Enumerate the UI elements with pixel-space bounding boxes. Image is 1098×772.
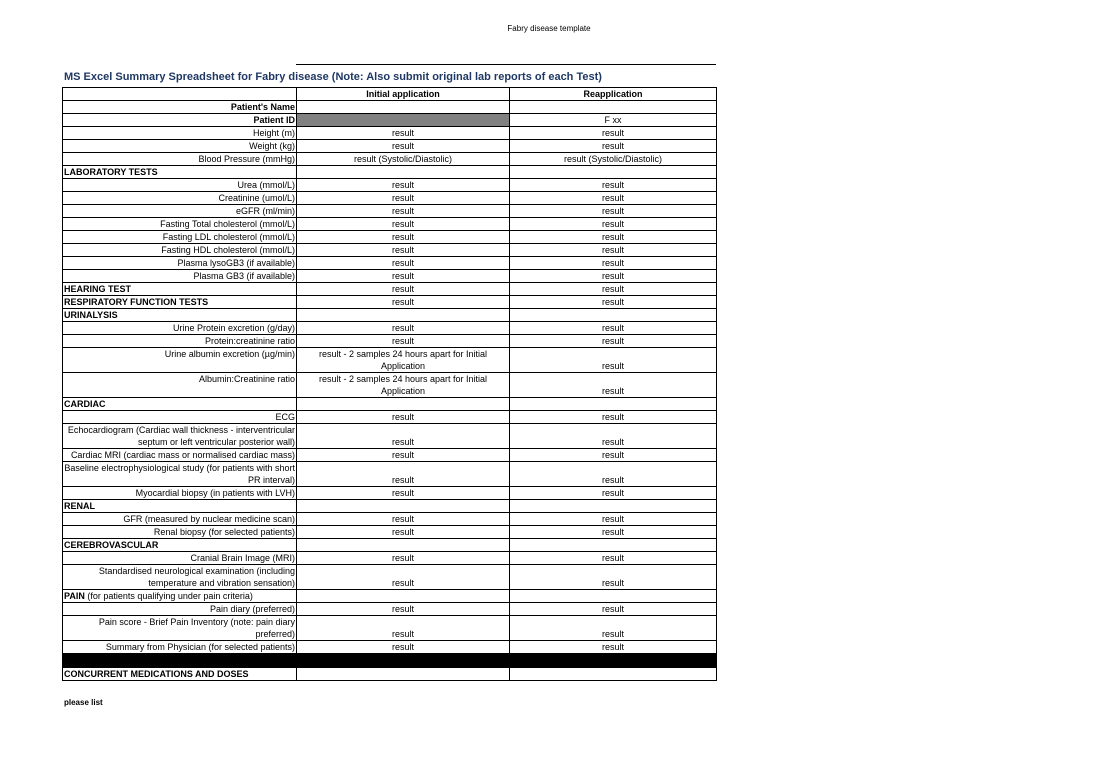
cell-reapplication[interactable]: result xyxy=(510,641,717,654)
cell-reapplication[interactable]: result xyxy=(510,140,717,153)
page-header: Fabry disease template xyxy=(507,24,591,33)
row-label[interactable]: GFR (measured by nuclear medicine scan) xyxy=(63,513,297,526)
cell-initial[interactable]: result xyxy=(297,270,510,283)
cell-reapplication[interactable]: result xyxy=(510,205,717,218)
section-header[interactable]: CEREBROVASCULAR xyxy=(63,539,297,552)
table-row xyxy=(63,500,717,513)
cell-reapplication[interactable]: result xyxy=(510,335,717,348)
row-label[interactable]: Creatinine (umol/L) xyxy=(63,192,297,205)
footer-note: please list xyxy=(64,698,103,707)
row-label[interactable]: Cardiac MRI (cardiac mass or normalised cardiac mass) xyxy=(63,449,297,462)
cell-reapplication[interactable]: result xyxy=(510,231,717,244)
table-row xyxy=(63,270,717,283)
row-label[interactable]: Standardised neurological examination (including temperature and vibration sensation) xyxy=(63,565,297,590)
cell-initial[interactable]: result xyxy=(297,192,510,205)
cell-initial[interactable] xyxy=(297,668,510,681)
cell-initial[interactable] xyxy=(297,166,510,179)
row-label[interactable]: Pain score - Brief Pain Inventory (note: pain diary preferred) xyxy=(63,616,297,641)
row-label[interactable]: eGFR (ml/min) xyxy=(63,205,297,218)
section-header[interactable]: HEARING TEST xyxy=(63,283,297,296)
section-header[interactable]: LABORATORY TESTS xyxy=(63,166,297,179)
table-row xyxy=(63,140,717,153)
table-row xyxy=(63,513,717,526)
cell-reapplication[interactable]: result xyxy=(510,513,717,526)
cell-initial[interactable] xyxy=(297,539,510,552)
cell-reapplication[interactable]: result (Systolic/Diastolic) xyxy=(510,153,717,166)
row-label[interactable]: ECG xyxy=(63,411,297,424)
table-row xyxy=(63,603,717,616)
cell-reapplication[interactable] xyxy=(510,590,717,603)
table-row xyxy=(63,192,717,205)
cell-initial[interactable]: result xyxy=(297,283,510,296)
table-row xyxy=(63,462,717,487)
top-border-line xyxy=(296,64,716,65)
cell-reapplication[interactable]: result xyxy=(510,526,717,539)
table-row xyxy=(63,309,717,322)
cell-initial[interactable] xyxy=(297,398,510,411)
row-label[interactable]: Fasting LDL cholesterol (mmol/L) xyxy=(63,231,297,244)
table-row xyxy=(63,668,717,681)
separator-cell xyxy=(510,654,717,668)
cell-initial[interactable]: result - 2 samples 24 hours apart for Initial Application xyxy=(297,348,510,373)
cell-initial[interactable]: result - 2 samples 24 hours apart for Initial Application xyxy=(297,373,510,398)
cell-initial[interactable] xyxy=(297,114,510,127)
cell-reapplication[interactable]: result xyxy=(510,192,717,205)
cell-initial[interactable]: result xyxy=(297,449,510,462)
table-row xyxy=(63,590,717,603)
cell-initial[interactable]: result xyxy=(297,411,510,424)
cell-reapplication[interactable]: result xyxy=(510,348,717,373)
cell-reapplication[interactable]: F xx xyxy=(510,114,717,127)
column-header-initial[interactable]: Initial application xyxy=(297,88,510,101)
table-row xyxy=(63,205,717,218)
row-label[interactable]: Myocardial biopsy (in patients with LVH) xyxy=(63,487,297,500)
cell-reapplication[interactable]: result xyxy=(510,552,717,565)
cell-initial[interactable]: result (Systolic/Diastolic) xyxy=(297,153,510,166)
table-row xyxy=(63,218,717,231)
row-label[interactable]: Cranial Brain Image (MRI) xyxy=(63,552,297,565)
cell-reapplication[interactable]: result xyxy=(510,616,717,641)
cell-reapplication[interactable]: result xyxy=(510,283,717,296)
cell-initial[interactable]: result xyxy=(297,179,510,192)
cell-reapplication[interactable] xyxy=(510,500,717,513)
cell-reapplication[interactable]: result xyxy=(510,565,717,590)
cell-reapplication[interactable]: result xyxy=(510,257,717,270)
row-label[interactable]: Plasma GB3 (if available) xyxy=(63,270,297,283)
cell-initial[interactable]: result xyxy=(297,335,510,348)
cell-reapplication[interactable] xyxy=(510,398,717,411)
table-row xyxy=(63,487,717,500)
row-label[interactable]: Echocardiogram (Cardiac wall thickness - interventricular septum or left ventricular posterior wall) xyxy=(63,424,297,449)
pain-section-note: (for patients qualifying under pain criteria) xyxy=(84,591,253,601)
cell-initial[interactable]: result xyxy=(297,603,510,616)
table-row xyxy=(63,616,717,641)
cell-initial[interactable]: result xyxy=(297,140,510,153)
cell-initial[interactable]: result xyxy=(297,616,510,641)
cell-reapplication[interactable]: result xyxy=(510,322,717,335)
row-label[interactable]: Protein:creatinine ratio xyxy=(63,335,297,348)
section-header[interactable]: URINALYSIS xyxy=(63,309,297,322)
cell-initial[interactable] xyxy=(297,309,510,322)
table-row xyxy=(63,114,717,127)
cell-initial[interactable]: result xyxy=(297,424,510,449)
cell-initial[interactable]: result xyxy=(297,231,510,244)
table-row xyxy=(63,322,717,335)
table-row xyxy=(63,153,717,166)
section-header[interactable] xyxy=(63,590,297,603)
cell-initial[interactable]: result xyxy=(297,526,510,539)
cell-initial[interactable] xyxy=(297,500,510,513)
cell-initial[interactable]: result xyxy=(297,296,510,309)
cell-initial[interactable]: result xyxy=(297,641,510,654)
cell-reapplication[interactable] xyxy=(510,309,717,322)
separator-row xyxy=(63,654,717,668)
table-row xyxy=(63,641,717,654)
table-row xyxy=(63,398,717,411)
cell-initial[interactable]: result xyxy=(297,322,510,335)
table-row xyxy=(63,449,717,462)
cell-initial[interactable]: result xyxy=(297,205,510,218)
cell-reapplication[interactable]: result xyxy=(510,373,717,398)
cell-reapplication[interactable]: result xyxy=(510,218,717,231)
cell-initial[interactable]: result xyxy=(297,513,510,526)
section-header[interactable]: RESPIRATORY FUNCTION TESTS xyxy=(63,296,297,309)
row-label[interactable]: Pain diary (preferred) xyxy=(63,603,297,616)
separator-cell xyxy=(297,654,510,668)
table-row xyxy=(63,348,717,373)
cell-reapplication[interactable]: result xyxy=(510,270,717,283)
row-label[interactable]: Fasting HDL cholesterol (mmol/L) xyxy=(63,244,297,257)
patient-name-label[interactable]: Patient's Name xyxy=(63,101,297,114)
table-row xyxy=(63,526,717,539)
table-row xyxy=(63,231,717,244)
table-row xyxy=(63,244,717,257)
row-label[interactable]: Urine albumin excretion (µg/min) xyxy=(63,348,297,373)
cell-reapplication[interactable] xyxy=(510,166,717,179)
cell-initial[interactable]: result xyxy=(297,218,510,231)
row-label[interactable]: Albumin:Creatinine ratio xyxy=(63,373,297,398)
separator-cell xyxy=(63,654,297,668)
cell-reapplication[interactable]: result xyxy=(510,244,717,257)
table-row xyxy=(63,565,717,590)
cell-reapplication[interactable]: result xyxy=(510,603,717,616)
pain-section-title: PAIN xyxy=(64,591,85,601)
cell-initial[interactable] xyxy=(297,590,510,603)
table-row xyxy=(63,296,717,309)
cell-reapplication[interactable] xyxy=(510,539,717,552)
cell-initial[interactable]: result xyxy=(297,462,510,487)
table-row xyxy=(63,166,717,179)
row-label[interactable]: Urea (mmol/L) xyxy=(63,179,297,192)
cell-label[interactable] xyxy=(63,88,297,101)
cell-reapplication[interactable]: result xyxy=(510,424,717,449)
row-label[interactable]: Fasting Total cholesterol (mmol/L) xyxy=(63,218,297,231)
column-header-reapplication[interactable]: Reapplication xyxy=(510,88,717,101)
table-row xyxy=(63,335,717,348)
table-row xyxy=(63,424,717,449)
cell-initial[interactable]: result xyxy=(297,487,510,500)
table-row xyxy=(63,552,717,565)
sheet-title: MS Excel Summary Spreadsheet for Fabry disease (Note: Also submit original lab reports of each Test) xyxy=(64,71,602,83)
cell-initial[interactable]: result xyxy=(297,244,510,257)
summary-table xyxy=(62,87,717,681)
row-label[interactable]: Baseline electrophysiological study (for patients with short PR interval) xyxy=(64,463,295,485)
table-row xyxy=(63,127,717,140)
cell-reapplication[interactable]: result xyxy=(510,179,717,192)
table-row xyxy=(63,88,717,101)
section-header[interactable]: CONCURRENT MEDICATIONS AND DOSES xyxy=(63,668,297,681)
cell-reapplication[interactable]: result xyxy=(510,449,717,462)
table-row xyxy=(63,539,717,552)
row-label[interactable]: Summary from Physician (for selected patients) xyxy=(63,641,297,654)
cell-reapplication[interactable]: result xyxy=(510,296,717,309)
cell-reapplication[interactable]: result xyxy=(510,411,717,424)
table-row xyxy=(63,101,717,114)
cell-reapplication[interactable] xyxy=(510,101,717,114)
row-label[interactable]: Plasma lysoGB3 (if available) xyxy=(63,257,297,270)
cell-reapplication[interactable]: result xyxy=(510,487,717,500)
row-label[interactable]: Urine Protein excretion (g/day) xyxy=(63,322,297,335)
row-label[interactable]: Height (m) xyxy=(63,127,297,140)
cell-initial[interactable]: result xyxy=(297,565,510,590)
cell-reapplication[interactable] xyxy=(510,668,717,681)
patient-id-label[interactable]: Patient ID xyxy=(63,114,297,127)
cell-reapplication[interactable]: result xyxy=(510,462,717,487)
table-row xyxy=(63,411,717,424)
table-row xyxy=(63,257,717,270)
table-row xyxy=(63,179,717,192)
table-row xyxy=(63,283,717,296)
row-label[interactable]: Weight (kg) xyxy=(63,140,297,153)
cell-initial[interactable]: result xyxy=(297,552,510,565)
row-label[interactable]: Blood Pressure (mmHg) xyxy=(63,153,297,166)
cell-reapplication[interactable]: result xyxy=(510,127,717,140)
section-header[interactable]: CARDIAC xyxy=(63,398,297,411)
section-header[interactable]: RENAL xyxy=(63,500,297,513)
cell-initial[interactable] xyxy=(297,101,510,114)
table-row xyxy=(63,373,717,398)
row-label[interactable]: Renal biopsy (for selected patients) xyxy=(63,526,297,539)
cell-initial[interactable]: result xyxy=(297,257,510,270)
cell-initial[interactable]: result xyxy=(297,127,510,140)
